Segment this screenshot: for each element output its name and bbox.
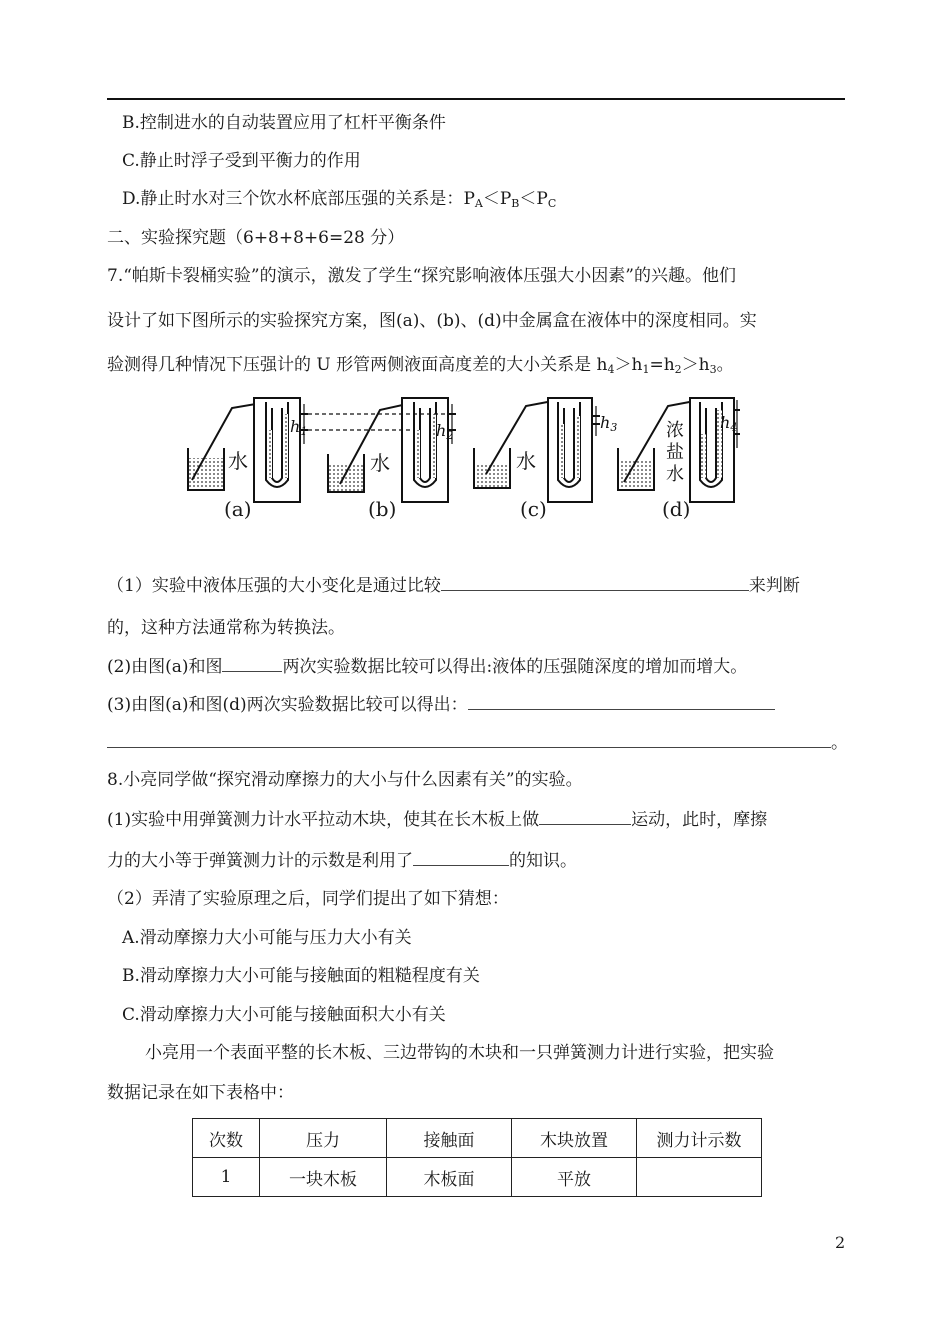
q8-sub-2: （2）弄清了实验原理之后，同学们提出了如下猜想：: [107, 889, 509, 909]
h3-label: h3: [600, 413, 618, 434]
page-number: 2: [835, 1233, 846, 1252]
q7-line-2: 设计了如下图所示的实验探究方案，图(a)、(b)、(d)中金属盒在液体中的深度相同。实: [107, 311, 757, 331]
h4-label: h4: [720, 413, 738, 434]
header-rule: [107, 98, 845, 100]
caption-a: (a): [224, 497, 252, 521]
water-label-c: 水: [516, 449, 536, 473]
q7-line-3: 验测得几种情况下压强计的 U 形管两侧液面高度差的大小关系是 $h_4>h_1=h_2>h_3$。: [107, 355, 734, 376]
table-cell: 1: [193, 1158, 260, 1197]
brine-label-2: 盐: [666, 442, 684, 463]
apparatus-a: [188, 398, 308, 502]
guess-a: A.滑动摩擦力大小可能与压力大小有关: [122, 928, 412, 948]
option-c: C.静止时浮子受到平衡力的作用: [122, 151, 361, 171]
brine-label-1: 浓: [666, 420, 684, 441]
caption-d: (d): [662, 497, 691, 521]
q7-sub-3-cont: 。: [107, 731, 848, 754]
q7-line-1: 7.“帕斯卡裂桶实验”的演示，激发了学生“探究影响液体压强大小因素”的兴趣。他们: [107, 266, 736, 286]
option-b: B.控制进水的自动装置应用了杠杆平衡条件: [122, 113, 446, 133]
table-header-row: [193, 1119, 762, 1158]
q8-title: 8.小亮同学做“探究滑动摩擦力的大小与什么因素有关”的实验。: [107, 770, 583, 790]
table-header-cell: 木块放置: [512, 1119, 637, 1158]
option-d: D.静止时水对三个饮水杯底部压强的关系是：$P_A<P_B<P_C$: [122, 189, 557, 210]
water-label-b: 水: [370, 451, 390, 475]
q8-para-1: 小亮用一个表面平整的长木板、三边带钩的木块和一只弹簧测力计进行实验，把实验: [145, 1043, 774, 1063]
manometer-figure: [180, 388, 740, 538]
table-row: [193, 1158, 762, 1197]
q8-para-2: 数据记录在如下表格中：: [107, 1083, 294, 1103]
guess-c: C.滑动摩擦力大小可能与接触面积大小有关: [122, 1005, 446, 1025]
q8-sub-1: (1)实验中用弹簧测力计水平拉动木块，使其在长木板上做 运动，此时，摩擦: [107, 810, 768, 830]
caption-c: (c): [520, 497, 547, 521]
q7-sub-2: (2)由图(a)和图 两次实验数据比较可以得出:液体的压强随深度的增加而增大。: [107, 657, 748, 677]
data-table: [192, 1118, 762, 1197]
table-header-cell: 压力: [260, 1119, 387, 1158]
table-cell: 平放: [512, 1158, 637, 1197]
manometer-diagram: [180, 388, 740, 538]
q7-sub-3: (3)由图(a)和图(d)两次实验数据比较可以得出：: [107, 693, 775, 716]
q7-sub-1: （1）实验中液体压强的大小变化是通过比较 来判断: [107, 576, 800, 596]
apparatus-c: [474, 398, 600, 502]
brine-label-3: 水: [666, 464, 684, 485]
water-label-a: 水: [228, 449, 248, 473]
section-heading: 二、实验探究题（6+8+8+6=28 分）: [107, 228, 405, 248]
table-cell: 一块木板: [260, 1158, 387, 1197]
caption-b: (b): [368, 497, 397, 521]
h1-label: h1: [290, 417, 308, 438]
table-cell: [637, 1158, 762, 1197]
q7-sub-1-cont: 的，这种方法通常称为转换法。: [107, 618, 345, 638]
guess-b: B.滑动摩擦力大小可能与接触面的粗糙程度有关: [122, 966, 480, 986]
q8-sub-1-cont: 力的大小等于弹簧测力计的示数是利用了 的知识。: [107, 851, 577, 871]
table-cell: 木板面: [387, 1158, 512, 1197]
h2-label: h2: [436, 421, 454, 442]
table-header-cell: 接触面: [387, 1119, 512, 1158]
table-header-cell: 测力计示数: [637, 1119, 762, 1158]
table-header-cell: 次数: [193, 1119, 260, 1158]
